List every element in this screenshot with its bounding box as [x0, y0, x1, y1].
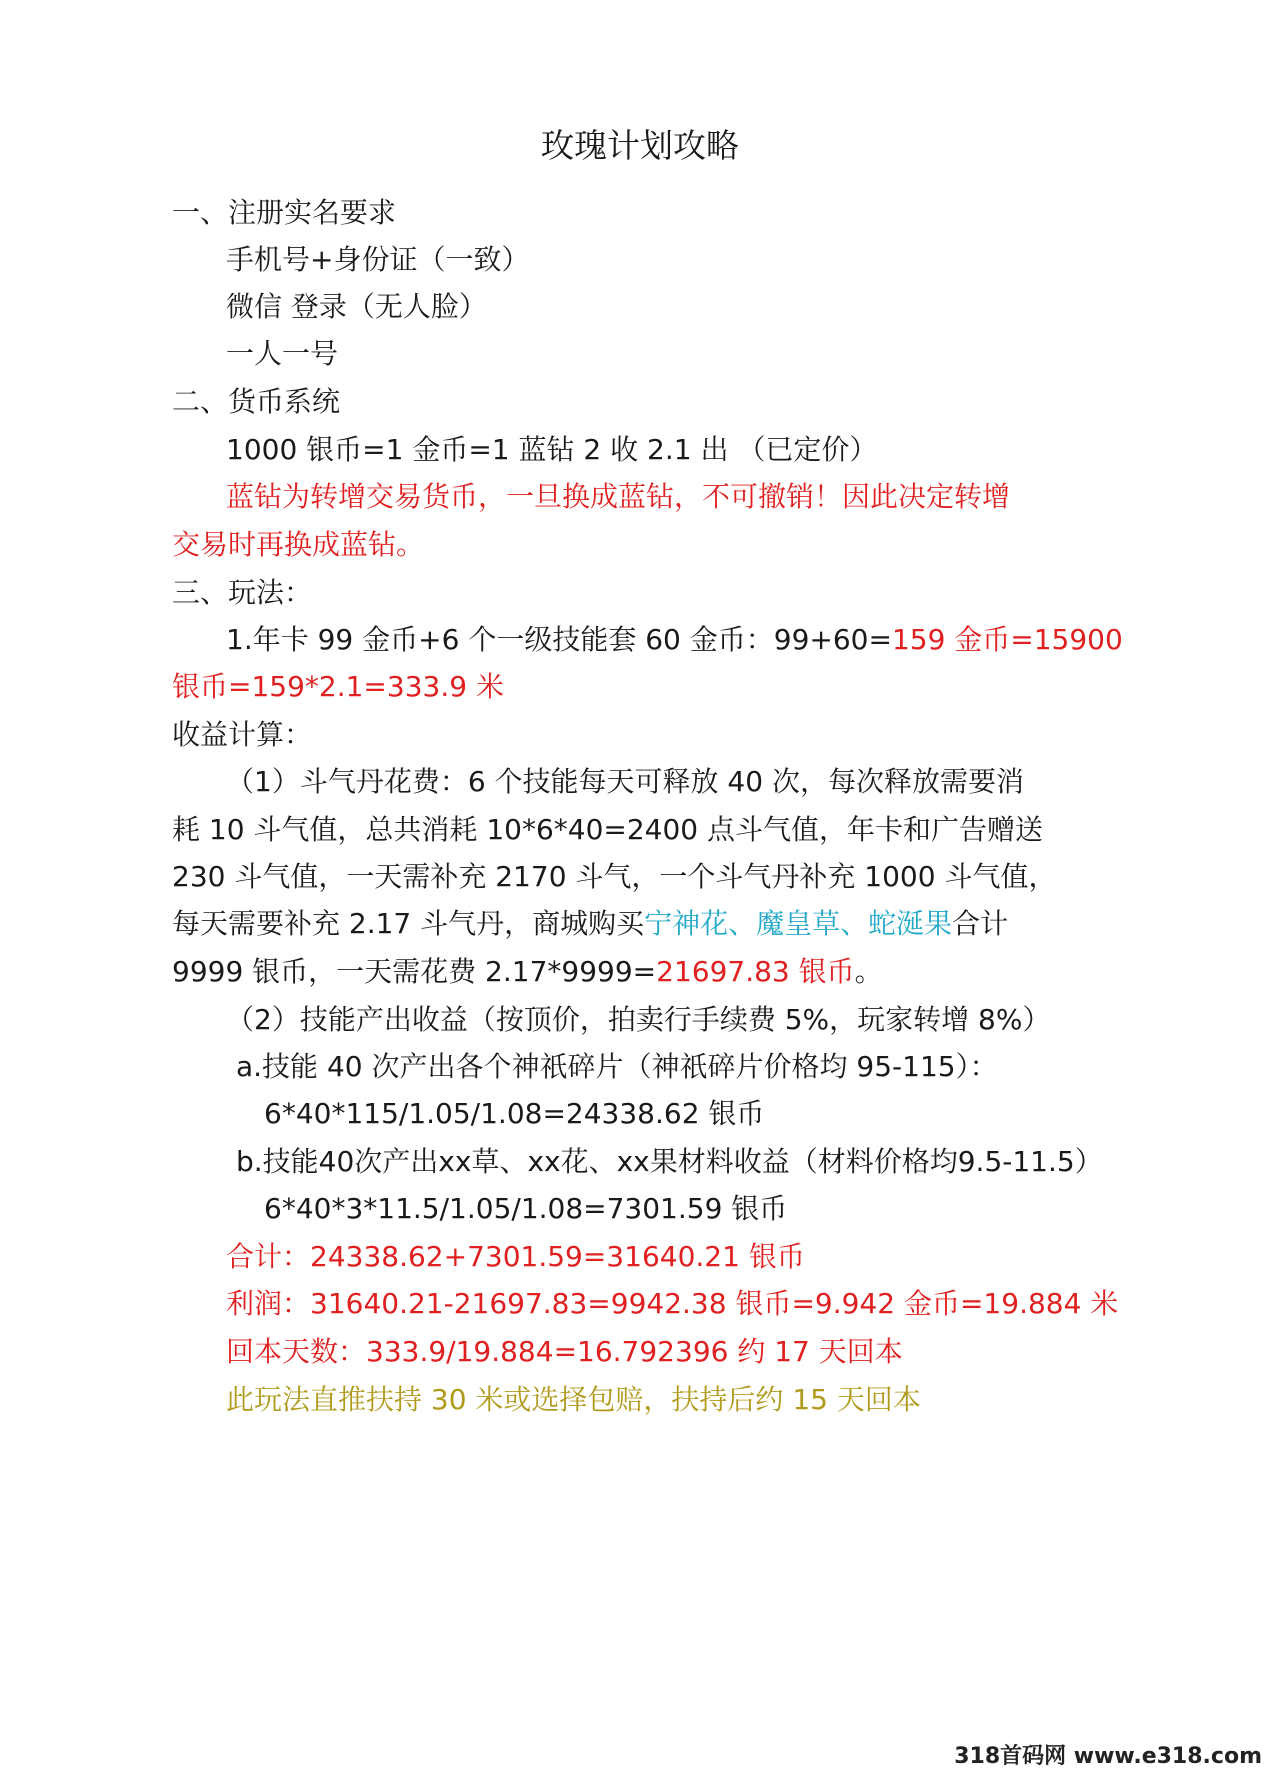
support-note: 此玩法直推扶持 30 米或选择包赔，扶持后约 15 天回本 [226, 1383, 921, 1416]
c1-line-4 [172, 904, 1008, 944]
c1-line-3: 230 斗气值，一天需补充 2170 斗气，一个斗气丹补充 1000 斗气值， [172, 860, 1057, 893]
s3-p1-red: 159 金币=15900 [891, 623, 1123, 656]
s1-line-3: 一人一号 [226, 337, 339, 370]
s3-p1-line-1 [226, 620, 1123, 660]
c1-l5-a: 9999 银币，一天需花费 2.17*9999= [172, 955, 657, 988]
c1-l5-cost: 21697.83 银币 [656, 955, 855, 988]
s3-p1-black: 1.年卡 99 金币+6 个一级技能套 60 金币：99+60= [226, 623, 892, 656]
s3-p1-line-2: 银币=159*2.1=333.9 米 [172, 670, 504, 703]
c1-l4-a: 每天需要补充 2.17 斗气丹，商城购买 [172, 907, 645, 940]
item-a-label: a.技能 40 次产出各个神祇碎片（神祇碎片价格均 95-115）： [236, 1050, 998, 1083]
c1-l5-c: 。 [854, 955, 883, 988]
item-b-label: b.技能40次产出xx草、xx花、xx果材料收益（材料价格均9.5-11.5） [236, 1145, 1103, 1178]
watermark: 318首码网 www.e318.com [954, 1744, 1262, 1769]
s2-rate-line: 1000 银币=1 金币=1 蓝钻 2 收 2.1 出 （已定价） [226, 433, 878, 466]
item-b-calc: 6*40*3*11.5/1.05/1.08=7301.59 银币 [264, 1192, 788, 1225]
c2-line: （2）技能产出收益（按顶价，拍卖行手续费 5%，玩家转增 8%） [226, 1003, 1051, 1036]
c1-line-1: （1）斗气丹花费：6 个技能每天可释放 40 次，每次释放需要消 [226, 765, 1024, 798]
s1-line-2: 微信 登录（无人脸） [226, 290, 487, 323]
c1-l4-c: 合计 [952, 907, 1009, 940]
c1-line-2: 耗 10 斗气值，总共消耗 10*6*40=2400 点斗气值，年卡和广告赠送 [172, 813, 1044, 846]
item-a-calc: 6*40*115/1.05/1.08=24338.62 银币 [264, 1097, 765, 1130]
section-2-heading: 二、货币系统 [172, 385, 341, 418]
s2-warning-line-2: 交易时再换成蓝钻。 [172, 528, 425, 561]
income-label: 收益计算： [172, 718, 313, 751]
payback-line: 回本天数：333.9/19.884=16.792396 约 17 天回本 [226, 1335, 903, 1368]
document-title: 玫瑰计划攻略 [541, 126, 739, 165]
s2-warning-line-1: 蓝钻为转增交易货币，一旦换成蓝钻，不可撤销！因此决定转增 [226, 480, 1011, 513]
profit-line: 利润：31640.21-21697.83=9942.38 银币=9.942 金币=19.884 米 [226, 1287, 1119, 1320]
section-3-heading: 三、玩法： [172, 576, 313, 609]
c1-line-5 [172, 952, 883, 992]
total-line: 合计：24338.62+7301.59=31640.21 银币 [226, 1240, 805, 1273]
section-1-heading: 一、注册实名要求 [172, 196, 397, 229]
s1-line-1: 手机号+身份证（一致） [226, 243, 530, 276]
c1-l4-herbs: 宁神花、魔皇草、蛇涎果 [644, 907, 953, 940]
